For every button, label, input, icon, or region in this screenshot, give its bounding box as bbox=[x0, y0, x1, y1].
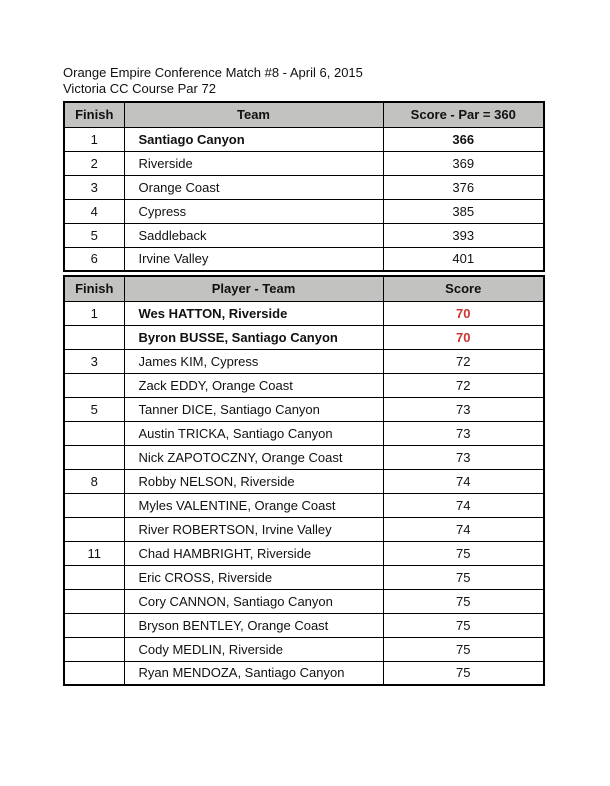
score-cell: 73 bbox=[383, 421, 544, 445]
finish-cell bbox=[64, 373, 124, 397]
table-row bbox=[64, 661, 544, 685]
table-row bbox=[64, 541, 544, 565]
score-cell: 75 bbox=[383, 661, 544, 685]
name-cell: Byron BUSSE, Santiago Canyon bbox=[124, 325, 383, 349]
table-row bbox=[64, 325, 544, 349]
score-cell: 74 bbox=[383, 517, 544, 541]
score-cell: 385 bbox=[383, 199, 544, 223]
team-results-table bbox=[63, 101, 545, 272]
finish-cell: 5 bbox=[64, 397, 124, 421]
table-row bbox=[64, 637, 544, 661]
finish-cell bbox=[64, 589, 124, 613]
score-cell: 74 bbox=[383, 493, 544, 517]
finish-cell: 5 bbox=[64, 223, 124, 247]
page-content bbox=[63, 65, 543, 686]
finish-cell: 4 bbox=[64, 199, 124, 223]
finish-cell bbox=[64, 445, 124, 469]
finish-cell: 3 bbox=[64, 349, 124, 373]
score-cell: 75 bbox=[383, 541, 544, 565]
table-row bbox=[64, 301, 544, 325]
name-cell: Austin TRICKA, Santiago Canyon bbox=[124, 421, 383, 445]
finish-cell bbox=[64, 637, 124, 661]
table-row bbox=[64, 397, 544, 421]
table-row bbox=[64, 373, 544, 397]
player-header-player-team: Player - Team bbox=[124, 276, 383, 301]
table-row bbox=[64, 613, 544, 637]
score-cell: 376 bbox=[383, 175, 544, 199]
name-cell: Nick ZAPOTOCZNY, Orange Coast bbox=[124, 445, 383, 469]
score-cell: 75 bbox=[383, 613, 544, 637]
name-cell: Eric CROSS, Riverside bbox=[124, 565, 383, 589]
team-header-team: Team bbox=[124, 102, 383, 127]
name-cell: Cody MEDLIN, Riverside bbox=[124, 637, 383, 661]
table-row bbox=[64, 445, 544, 469]
finish-cell: 6 bbox=[64, 247, 124, 271]
player-table-body bbox=[64, 301, 544, 685]
name-cell: Cypress bbox=[124, 199, 383, 223]
score-cell: 70 bbox=[383, 325, 544, 349]
name-cell: Myles VALENTINE, Orange Coast bbox=[124, 493, 383, 517]
name-cell: Chad HAMBRIGHT, Riverside bbox=[124, 541, 383, 565]
score-cell: 74 bbox=[383, 469, 544, 493]
finish-cell bbox=[64, 565, 124, 589]
name-cell: Orange Coast bbox=[124, 175, 383, 199]
score-cell: 366 bbox=[383, 127, 544, 151]
table-row bbox=[64, 421, 544, 445]
score-cell: 369 bbox=[383, 151, 544, 175]
name-cell: Robby NELSON, Riverside bbox=[124, 469, 383, 493]
finish-cell: 11 bbox=[64, 541, 124, 565]
finish-cell bbox=[64, 613, 124, 637]
score-cell: 72 bbox=[383, 349, 544, 373]
name-cell: Santiago Canyon bbox=[124, 127, 383, 151]
finish-cell: 8 bbox=[64, 469, 124, 493]
table-row bbox=[64, 127, 544, 151]
player-header-score: Score bbox=[383, 276, 544, 301]
name-cell: Ryan MENDOZA, Santiago Canyon bbox=[124, 661, 383, 685]
player-table-header-row bbox=[64, 276, 544, 301]
team-header-finish: Finish bbox=[64, 102, 124, 127]
team-table-header-row bbox=[64, 102, 544, 127]
name-cell: Saddleback bbox=[124, 223, 383, 247]
name-cell: Bryson BENTLEY, Orange Coast bbox=[124, 613, 383, 637]
finish-cell bbox=[64, 325, 124, 349]
name-cell: Wes HATTON, Riverside bbox=[124, 301, 383, 325]
finish-cell bbox=[64, 517, 124, 541]
score-cell: 401 bbox=[383, 247, 544, 271]
table-row bbox=[64, 349, 544, 373]
name-cell: Tanner DICE, Santiago Canyon bbox=[124, 397, 383, 421]
name-cell: Zack EDDY, Orange Coast bbox=[124, 373, 383, 397]
score-cell: 70 bbox=[383, 301, 544, 325]
name-cell: Irvine Valley bbox=[124, 247, 383, 271]
title-line-1: Orange Empire Conference Match #8 - April 6, 2015 bbox=[63, 65, 363, 80]
score-cell: 72 bbox=[383, 373, 544, 397]
score-cell: 75 bbox=[383, 589, 544, 613]
title-line-2: Victoria CC Course Par 72 bbox=[63, 81, 216, 96]
name-cell: James KIM, Cypress bbox=[124, 349, 383, 373]
player-header-finish: Finish bbox=[64, 276, 124, 301]
score-cell: 73 bbox=[383, 445, 544, 469]
player-results-table bbox=[63, 275, 545, 686]
name-cell: Cory CANNON, Santiago Canyon bbox=[124, 589, 383, 613]
finish-cell bbox=[64, 421, 124, 445]
finish-cell bbox=[64, 493, 124, 517]
name-cell: Riverside bbox=[124, 151, 383, 175]
table-row bbox=[64, 517, 544, 541]
page-title bbox=[63, 65, 543, 97]
score-cell: 75 bbox=[383, 637, 544, 661]
table-row bbox=[64, 469, 544, 493]
finish-cell bbox=[64, 661, 124, 685]
table-row bbox=[64, 493, 544, 517]
table-row bbox=[64, 175, 544, 199]
table-row bbox=[64, 589, 544, 613]
finish-cell: 3 bbox=[64, 175, 124, 199]
table-row bbox=[64, 223, 544, 247]
table-row bbox=[64, 565, 544, 589]
name-cell: River ROBERTSON, Irvine Valley bbox=[124, 517, 383, 541]
finish-cell: 2 bbox=[64, 151, 124, 175]
score-cell: 393 bbox=[383, 223, 544, 247]
table-row bbox=[64, 151, 544, 175]
team-header-score: Score - Par = 360 bbox=[383, 102, 544, 127]
score-cell: 73 bbox=[383, 397, 544, 421]
table-row bbox=[64, 199, 544, 223]
team-table-body bbox=[64, 127, 544, 271]
score-cell: 75 bbox=[383, 565, 544, 589]
finish-cell: 1 bbox=[64, 127, 124, 151]
table-row bbox=[64, 247, 544, 271]
finish-cell: 1 bbox=[64, 301, 124, 325]
